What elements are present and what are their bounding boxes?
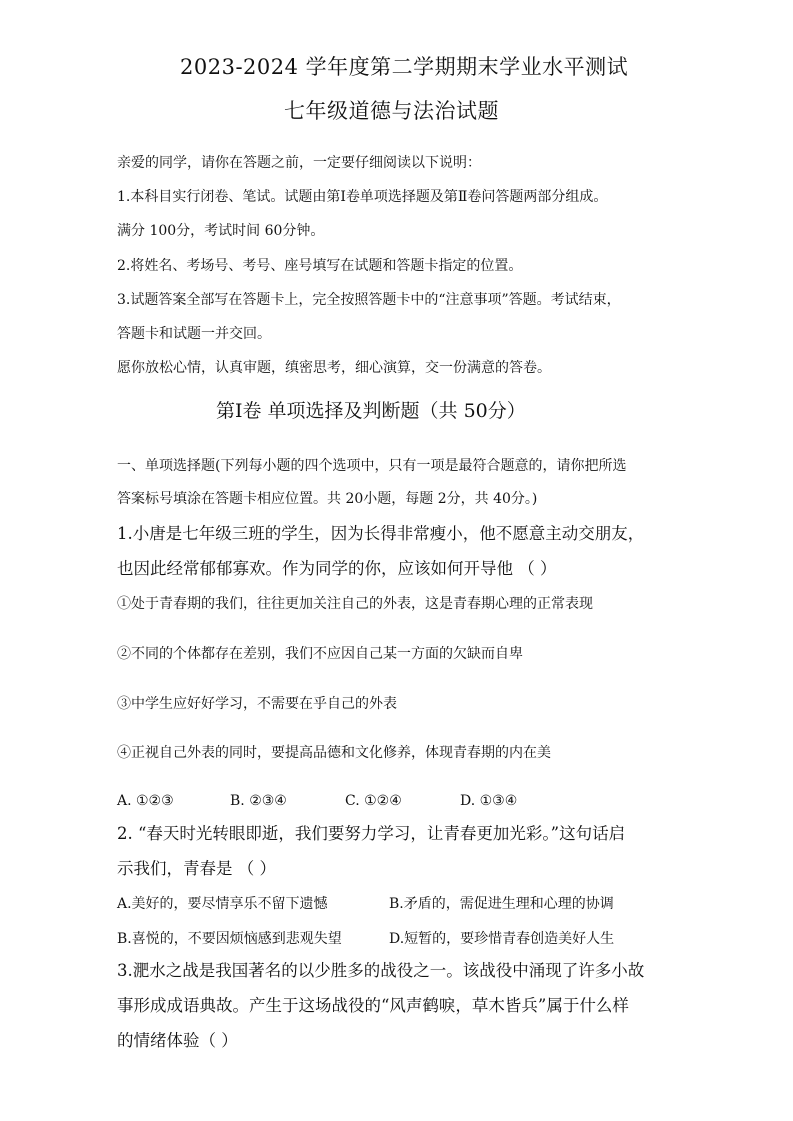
question-1-stem: 也因此经常郁郁寡欢。作为同学的你，应该如何开导他 （ ） bbox=[117, 559, 557, 578]
instruction-line: 亲爱的同学，请你在答题之前，一定要仔细阅读以下说明： bbox=[117, 155, 481, 171]
option-a: A.美好的，要尽情享乐不留下遗憾 bbox=[117, 896, 328, 912]
instruction-line: 2.将姓名、考场号、考号、座号填写在试题和答题卡指定的位置。 bbox=[117, 258, 523, 274]
question-1-statement: ④正视自己外表的同时，要提高品德和文化修养，体现青春期的内在美 bbox=[117, 745, 551, 761]
exam-title: 2023-2024 学年度第二学期期末学业水平测试 bbox=[180, 55, 629, 79]
option-b: B.矛盾的，需促进生理和心理的协调 bbox=[389, 896, 614, 912]
part-intro-line: 答案标号填涂在答题卡相应位置。共 20小题，每题 2分，共 40分。) bbox=[117, 491, 538, 507]
instruction-line: 愿你放松心情，认真审题，缜密思考，细心演算，交一份满意的答卷。 bbox=[117, 360, 551, 376]
option-a: A. ①②③ bbox=[117, 793, 174, 809]
instruction-line: 满分 100分，考试时间 60分钟。 bbox=[117, 223, 325, 239]
question-2-stem: 2. “春天时光转眼即逝，我们要努力学习，让青春更加光彩。”这句话启 bbox=[117, 824, 626, 843]
section-title: 第Ⅰ卷 单项选择及判断题（共 50分） bbox=[216, 400, 526, 422]
question-1-statement: ③中学生应好好学习，不需要在乎自己的外表 bbox=[117, 696, 397, 712]
question-2-stem: 示我们，青春是 （ ） bbox=[117, 859, 276, 878]
option-d: D. ①③④ bbox=[460, 793, 518, 809]
instruction-line: 1.本科目实行闭卷、笔试。试题由第Ⅰ卷单项选择题及第Ⅱ卷问答题两部分组成。 bbox=[117, 189, 608, 205]
option-d: D.短暂的，要珍惜青春创造美好人生 bbox=[389, 931, 615, 947]
question-2-options-row bbox=[117, 932, 677, 950]
question-1-statement: ①处于青春期的我们，往往更加关注自己的外表，这是青春期心理的正常表现 bbox=[117, 596, 593, 612]
option-b: B. ②③④ bbox=[230, 793, 287, 809]
question-1-stem: 1.小唐是七年级三班的学生，因为长得非常瘦小，他不愿意主动交朋友， bbox=[117, 524, 645, 543]
question-1-statement: ②不同的个体都存在差别，我们不应因自己某一方面的欠缺而自卑 bbox=[117, 646, 523, 662]
option-c: B.喜悦的，不要因烦恼感到悲观失望 bbox=[117, 931, 342, 947]
question-3-stem: 事形成成语典故。产生于这场战役的“风声鹤唳，草木皆兵”属于什么样 bbox=[117, 996, 629, 1015]
question-3-stem: 3.淝水之战是我国著名的以少胜多的战役之一。该战役中涌现了许多小故 bbox=[117, 961, 645, 980]
exam-subtitle: 七年级道德与法治试题 bbox=[284, 99, 499, 123]
question-2-options-row bbox=[117, 897, 677, 915]
option-c: C. ①②④ bbox=[345, 793, 402, 809]
instruction-line: 答题卡和试题一并交回。 bbox=[117, 326, 271, 342]
part-intro-line: 一、单项选择题(下列每小题的四个选项中，只有一项是最符合题意的，请你把所选 bbox=[117, 458, 627, 474]
question-3-stem: 的情绪体验（ ） bbox=[117, 1031, 238, 1050]
question-1-options bbox=[117, 794, 717, 812]
instruction-line: 3.试题答案全部写在答题卡上，完全按照答题卡中的“注意事项”答题。考试结束， bbox=[117, 292, 621, 308]
